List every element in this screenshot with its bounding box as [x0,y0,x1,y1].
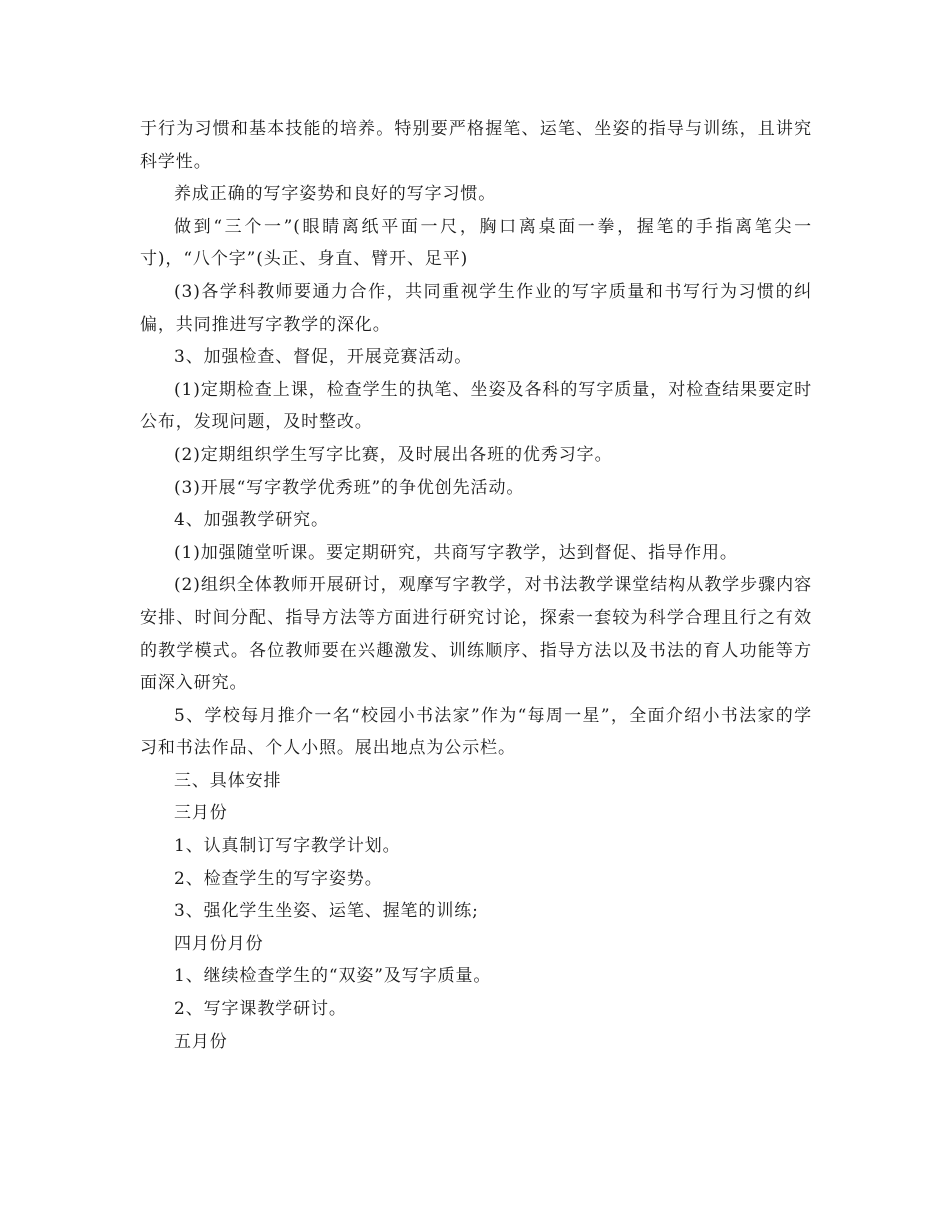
heading-may: 五月份 [174,1031,228,1052]
paragraph-item-2-teacher-research: (2)组织全体教师开展研讨，观摩写字教学，对书法教学课堂结构从教学步骤内容安排、时间分配、指导方法等方面进行研究讨论，探索一套较为科学合理且行之有效的教学模式。各位教师要在兴趣激发、训练顺序、指导方法以及书法的育人功能等方面深入研究。 [140,575,812,694]
list-item-march-2: 2、检查学生的写字姿势。 [174,868,383,889]
paragraph-posture-habits: 养成正确的写字姿势和良好的写字习惯。 [174,184,497,205]
heading-section-5: 5、学校每月推介一名“校园小书法家”作为“每周一星”，全面介绍小书法家的学习和书法作品、个人小照。展出地点为公示栏。 [140,705,812,759]
list-item-march-3: 3、强化学生坐姿、运笔、握笔的训练; [174,901,479,922]
paragraph-item-3-excellent-class: (3)开展“写字教学优秀班”的争优创先活动。 [174,477,525,498]
list-item-march-1: 1、认真制订写字教学计划。 [174,836,401,857]
list-item-april-1: 1、继续检查学生的“双姿”及写字质量。 [174,966,492,987]
paragraph-item-1-lesson-observation: (1)加强随堂听课。要定期研究，共商写字教学，达到督促、指导作用。 [174,542,738,563]
heading-section-4: 4、加强教学研究。 [174,510,329,531]
heading-schedule: 三、具体安排 [174,770,282,791]
heading-april: 四月份月份 [174,933,264,954]
paragraph-item-3-cooperation: (3)各学科教师要通力合作，共同重视学生作业的写字质量和书写行为习惯的纠偏，共同推进写字教学的深化。 [140,281,812,335]
paragraph-item-1-inspection: (1)定期检查上课，检查学生的执笔、坐姿及各科的写字质量，对检查结果要定时公布，发现问题，及时整改。 [140,379,812,433]
heading-section-3: 3、加强检查、督促，开展竞赛活动。 [174,347,473,368]
list-item-april-2: 2、写字课教学研讨。 [174,999,347,1020]
paragraph-intro-continuation: 于行为习惯和基本技能的培养。特别要严格握笔、运笔、坐姿的指导与训练，且讲究科学性。 [140,119,812,172]
paragraph-item-2-competition: (2)定期组织学生写字比赛，及时展出各班的优秀习字。 [174,444,613,465]
paragraph-three-ones: 做到“三个一”(眼睛离纸平面一尺，胸口离桌面一拳，握笔的手指离笔尖一寸)，“八个字”(头正、身直、臂开、足平) [140,216,812,270]
heading-march: 三月份 [174,803,228,824]
document-body [140,113,812,1058]
